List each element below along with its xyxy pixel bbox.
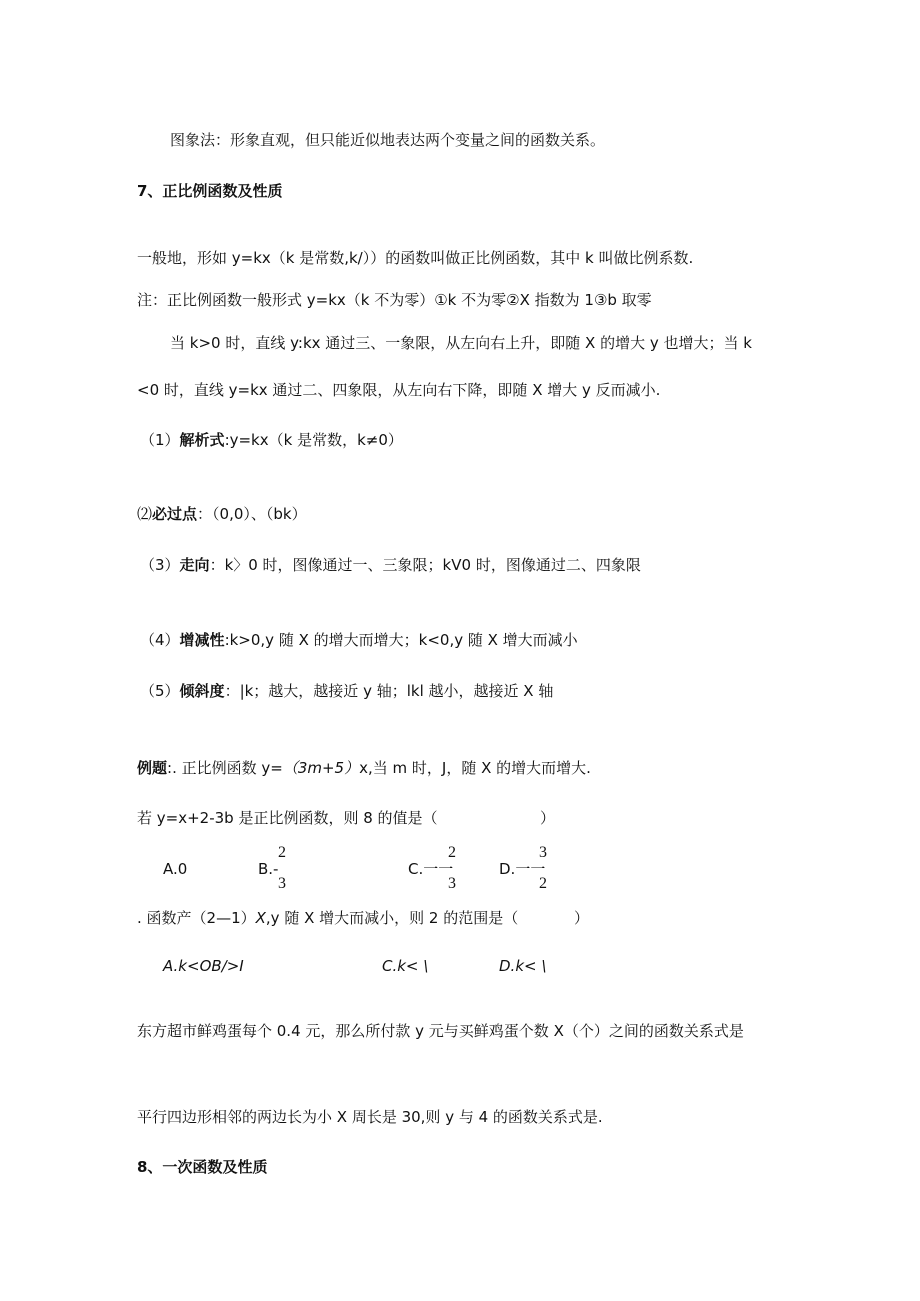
question-1: 若 y=x+2-3b 是正比例函数，则 8 的值是（ <box>137 809 438 827</box>
property-1-text: :y=kx（k 是常数，k≠0） <box>224 431 403 449</box>
question-2 <box>137 908 518 928</box>
option-c: C.一一 <box>408 860 454 878</box>
question-2-option-c: C.k< \ <box>382 957 429 975</box>
example-key: 例题 <box>137 759 168 777</box>
question-2-option-a: A.k<OB∕>I <box>163 957 244 975</box>
property-1-key: 解析式 <box>179 431 225 449</box>
option-d: D.一一 <box>499 860 546 878</box>
property-2 <box>137 504 307 524</box>
property-4-text: :k>0,y 随 X 的增大而增大；k<0,y 随 X 增大而减小 <box>224 631 578 649</box>
question-4: 平行四边形相邻的两边长为小 X 周长是 30,则 y 与 4 的函数关系式是. <box>137 1108 603 1126</box>
heading-section-8: 8、一次函数及性质 <box>137 1158 268 1176</box>
question-2-close: ） <box>574 909 590 927</box>
property-4-key: 增减性 <box>179 631 225 649</box>
question-2-text-c: ,y 随 X 增大而减小，则 2 的范围是（ <box>265 909 519 927</box>
heading-section-7: 7、正比例函数及性质 <box>137 182 283 200</box>
property-3-text: ：k〉0 时，图像通过一、三象限；kV0 时，图像通过二、四象限 <box>209 556 641 574</box>
property-5-number: （5） <box>140 682 180 700</box>
option-a: A.0 <box>163 860 188 878</box>
property-5-key: 倾斜度 <box>179 682 225 700</box>
option-b: B.- <box>258 860 279 878</box>
example-text-a: :. 正比例函数 y= <box>167 759 283 777</box>
property-4-number: （4） <box>140 631 180 649</box>
line-graph-method: 图象法：形象直观，但只能近似地表达两个变量之间的函数关系。 <box>170 131 606 149</box>
property-5 <box>140 681 553 701</box>
property-1 <box>140 430 403 450</box>
line-k-negative: <0 时，直线 y=kx 通过二、四象限，从左向右下降，即随 X 增大 y 反而减小. <box>137 381 661 399</box>
property-3-key: 走向 <box>179 556 210 574</box>
example-text-b: （3m+5） <box>282 759 360 777</box>
line-k-positive: 当 k>0 时，直线 y:kx 通过三、一象限，从左向右上升，即随 X 的增大 y 也增大；当 k <box>170 334 752 352</box>
question-1-close: ） <box>540 809 556 827</box>
line-note: 注：正比例函数一般形式 y=kx（k 不为零）①k 不为零②X 指数为 1③b 取零 <box>137 291 652 309</box>
option-d-numerator: 3 <box>539 844 547 861</box>
option-b-denominator: 3 <box>278 875 286 892</box>
property-2-key: 必过点 <box>152 505 198 523</box>
example-text-c: x,当 m 时，J，随 X 的增大而增大. <box>359 759 591 777</box>
question-2-option-d: D.k< \ <box>499 957 547 975</box>
question-3: 东方超市鲜鸡蛋每个 0.4 元，那么所付款 y 元与买鲜鸡蛋个数 X（个）之间的函数关系式是 <box>137 1022 744 1040</box>
property-2-text: ：（0,0）、（bk） <box>197 505 307 523</box>
line-definition: 一般地，形如 y=kx（k 是常数,k/））的函数叫做正比例函数，其中 k 叫做比例系数. <box>137 249 694 267</box>
example-line <box>137 758 591 778</box>
property-3 <box>140 555 641 575</box>
property-4 <box>140 630 578 650</box>
option-b-numerator: 2 <box>278 844 286 861</box>
question-2-text-a: . 函数产（2—1） <box>137 909 256 927</box>
property-3-number: （3） <box>140 556 180 574</box>
property-2-number: ⑵ <box>137 505 153 523</box>
option-c-denominator: 3 <box>448 875 456 892</box>
property-1-number: （1） <box>140 431 180 449</box>
question-2-var: X <box>255 909 266 927</box>
option-d-denominator: 2 <box>539 875 547 892</box>
option-c-numerator: 2 <box>448 844 456 861</box>
property-5-text: ：|k；越大，越接近 y 轴；lkl 越小，越接近 X 轴 <box>224 682 554 700</box>
